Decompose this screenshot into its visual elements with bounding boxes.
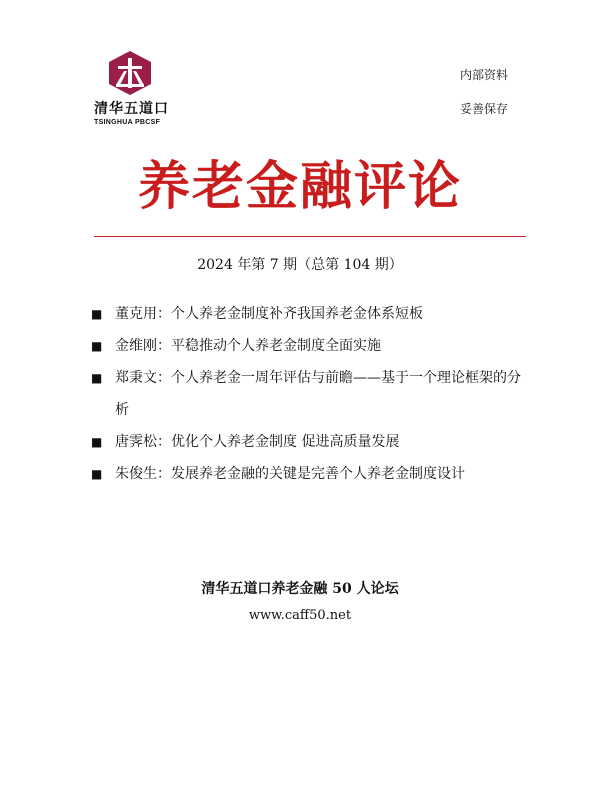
article-title: 金维刚：平稳推动个人养老金制度全面实施 [115,338,381,354]
article-title: 朱俊生：发展养老金融的关键是完善个人养老金制度设计 [115,466,465,482]
website-link[interactable]: www.caff50.net [248,608,352,623]
logo-name-en: TSINGHUA PBCSF [94,119,161,126]
pbcsf-emblem-icon [108,50,152,96]
list-item [91,330,531,362]
forum-name: 清华五道口养老金融 50 人论坛 [201,581,399,597]
list-item [91,362,531,426]
confidentiality-notes [460,66,508,134]
list-item [91,426,531,458]
list-item [91,458,531,490]
note-keep-safe: 妥善保存 [459,102,508,116]
article-title: 郑秉文：个人养老金一周年评估与前瞻——基于一个理论框架的分析 [115,370,521,418]
journal-title: 养老金融评论 [137,156,462,217]
square-bullet-icon: ■ [91,467,103,481]
note-internal: 内部资料 [459,68,508,82]
article-list [91,298,531,490]
article-title: 唐霁松：优化个人养老金制度 促进高质量发展 [115,434,400,450]
issue-number: 2024 年第 7 期（总第 104 期） [197,257,403,273]
square-bullet-icon: ■ [91,435,103,449]
article-title: 董克用：个人养老金制度补齐我国养老金体系短板 [115,306,423,322]
square-bullet-icon: ■ [91,307,103,321]
tsinghua-pbcsf-logo [94,50,184,126]
title-divider [94,236,526,237]
square-bullet-icon: ■ [91,371,103,385]
logo-name-cn: 清华五道口 [94,101,169,117]
list-item [91,298,531,330]
square-bullet-icon: ■ [91,339,103,353]
